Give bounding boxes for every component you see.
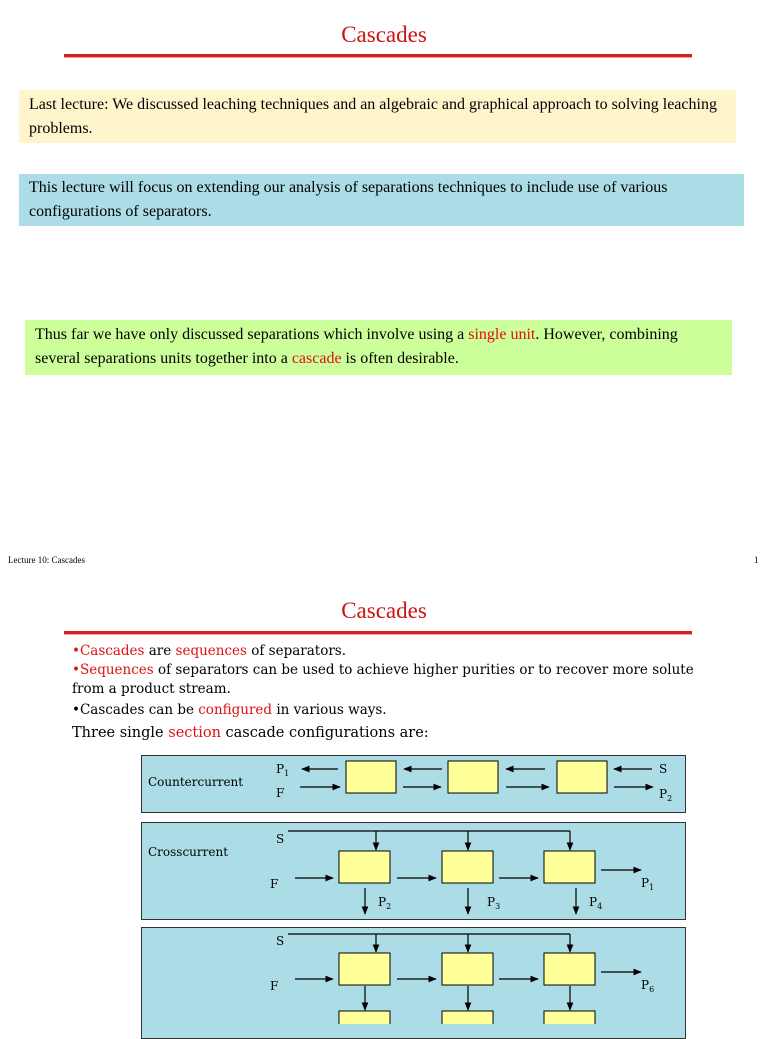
cc-s-label: S [659,762,668,776]
cc-unit-1 [346,761,396,793]
t3-p6-label: $P_6$ [641,978,655,994]
t3-unit-1 [339,953,390,985]
bullet-3-text-1: •Cascades can be [72,702,199,718]
section-highlight: section [168,725,221,741]
cascades-highlight: Cascades [79,643,145,659]
crosscurrent-label: Crosscurrent [148,845,229,859]
xc-f-label: F [270,877,279,891]
xc-s-label: S [276,832,285,846]
single-unit-highlight: single unit [468,326,536,343]
cc-p1-label: $P_1$ [276,762,290,778]
box3-text-3: is often desirable. [341,350,459,367]
xc-unit-2 [442,851,493,883]
xc-p1-label: $P_1$ [641,876,655,892]
bullet-1-text-2: of separators. [246,643,346,659]
configured-highlight: configured [198,702,273,718]
cc-f-label: F [276,786,285,800]
box3-text-1: Thus far we have only discussed separations which involve using a [35,326,469,343]
xc-p3-label: $P_3$ [487,895,501,911]
intro-text-1: Three single [72,725,169,741]
xc-p4-label: $P_4$ [589,895,603,911]
xc-unit-3 [544,851,595,883]
t3-unit-3 [544,953,595,985]
sequences-highlight: sequences [175,643,247,659]
slide2-title: Cascades [341,598,427,623]
bullet-2-text: of separators can be used to achieve higher purities or to recover more solute from a product stream. [72,662,694,697]
cc-unit-3 [557,761,607,793]
t3-unit-2 [442,953,493,985]
t3-f-label: F [270,979,279,993]
xc-unit-1 [339,851,390,883]
countercurrent-label: Countercurrent [148,775,244,789]
last-lecture-box: Last lecture: We discussed leaching techniques and an algebraic and graphical approach to solving leaching problems. [19,90,736,143]
this-lecture-box: This lecture will focus on extending our analysis of separations techniques to include use of various configurations of separators. [19,174,744,226]
footer-lecture-label: Lecture 10: Cascades [8,555,85,565]
intro-text-2: cascade configurations are: [220,725,429,741]
cc-p2-label: $P_2$ [659,787,673,803]
slide1-title: Cascades [341,22,427,47]
cascade-highlight: cascade [291,350,342,367]
bullet-1-text-1: are [144,643,176,659]
bullet-dot: • [72,643,80,659]
bullet-3-text-2: in various ways. [272,702,387,718]
footer-page-number: 1 [754,555,759,565]
t3-s-label: S [276,934,285,948]
cc-unit-2 [448,761,498,793]
bullet-dot: • [72,662,80,678]
t3-lower-unit-2 [442,1011,493,1024]
t3-lower-unit-1 [339,1011,390,1024]
sequences-highlight-2: Sequences [79,662,154,678]
box3-text-2: . However, combining several separations units together into a [35,326,678,367]
t3-lower-unit-3 [544,1011,595,1024]
xc-p2-label: $P_2$ [378,895,392,911]
